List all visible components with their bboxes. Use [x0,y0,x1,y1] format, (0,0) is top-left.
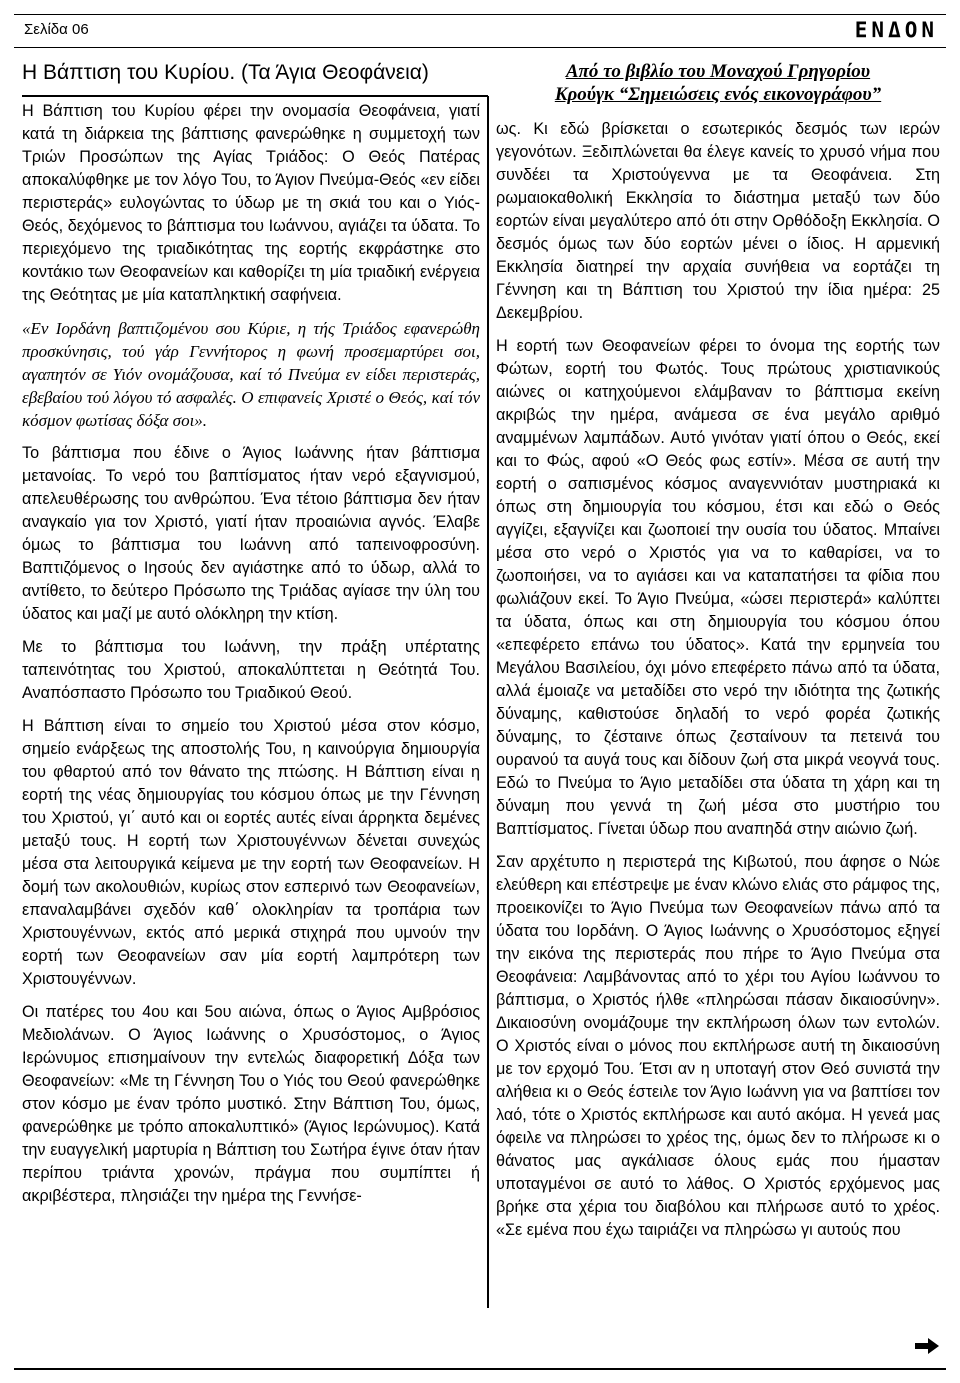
paragraph: Η Βάπτιση είναι το σημείο του Χριστού μέσα στον κόσμο, σημείο ενάρξεως της αποστολής Του, η καινούργια δημιουργία του φθαρτού από τον θάνατο της πτώσης. Η Βάπτιση είναι η εορτή της νέας δημιουργίας του κόσμου όπως με την Γέννηση του Χριστού, γι΄ αυτό και οι εορτές αυτές είναι άρρηκτα δεμένες μεταξύ τους. Η εορτή των Χριστουγέννων δένεται συνεχώς μέσα στα λειτουργικά κείμενα με την εορτή των Θεοφανείων. Η δομή των ακολουθιών, κυρίως στον εσπερινό των Θεοφανείων, επαναλαμβάνει σχεδόν καθ΄ ολοκληρίαν τα τροπάρια των Χριστουγέννων, εκτός από μερικά στιχηρά που υμνούν την εορτή των Θεοφανείων σαν μία εορτή λαμπρότερη των Χριστουγέννων. [22,717,480,988]
page-number: Σελίδα 06 [24,21,89,38]
source-subtitle [496,60,940,106]
article-title: Η Βάπτιση του Κυρίου. (Τα Άγια Θεοφάνεια) [22,61,429,84]
subtitle-line: Κρούγκ “Σημειώσεις ενός εικονογράφου” [554,84,882,105]
paragraph: Με το βάπτισμα του Ιωάννη, την πράξη υπέρτατης ταπεινότητας του Χριστού, αποκαλύπτεται η Θεότητά Του. Αναπόσπαστο Πρόσωπο του Τριαδικού Θεού. [22,638,480,702]
paragraph: Η Βάπτιση του Κυρίου φέρει την ονομασία Θεοφάνεια, γιατί κατά τη διάρκεια της βάπτισης φανερώθηκε η συμμετοχή των Τριών Προσώπων της Αγίας Τριάδος: Ο Θεός Πατέρας αποκαλύφθηκε με τον λόγο Του, το Άγιον Πνεύμα-Θεός «εν είδει περιστεράς» ευλογώντας το ύδωρ με τη σκιά του και ο Υιός-Θεός, δεχόμενος το βάπτισμα του Ιωάννου, αγιάζει τα ύδατα. Το περιεχόμενο της τριαδικότητας της εορτής εκφράστηκε στο κοντάκιο των Θεοφανείων και καθορίζει τη μία τριαδική ενέργεια της Θεότητας με μία καταπληκτική σαφήνεια. [22,102,480,304]
page-header [14,14,946,48]
paragraph: Σαν αρχέτυπο η περιστερά της Κιβωτού, που άφησε ο Νώε ελεύθερη και επέστρεψε με έναν κλώνο ελιάς στο ράμφος της, προεικονίζει το Άγιο Πνεύμα των Θεοφανείων πάνω από τα ύδατα του Ιορδάνη. Ο Άγιος Ιωάννης ο Χρυσόστομος εξηγεί την εικόνα της περιστεράς που πήρε το Άγιο Πνεύμα στα Θεοφάνεια: Λαμβάνοντας από το χέρι του Αγίου Ιωάννου το βάπτισμα, ο Χριστός ήλθε «πληρώσαι πάσαν δικαιοσύνην». Δικαιοσύνη ονομάζουμε την εκπλήρωση όλων των εντολών. Ο Χριστός είναι ο μόνος που εκπλήρωσε αυτή τη δικαιοσύνη με τον ερχομό Του. Έτσι αν η υποταγή στον Θεό συνιστά την αλήθεια κι ο Θεός έστειλε τον Άγιο Ιωάννη για να βαπτίσει τον λαό, τότε ο Χριστός εκπλήρωσε και αυτό ακόμα. Η γενεά μας όφειλε να πληρώσει το χρέος της, όμως δεν το πλήρωσε κι ο θάνατος μας αγκάλιασε όλους εμάς που ήμασταν υποταγμένοι σε αυτό το λάθος. Ο Χριστός ερχόμενος μας βρήκε στα χέρια του διαβόλου και πλήρωσε αυτό το χρέος. «Σε εμένα που έχω ταιριάζει να πληρώσω γι αυτούς που [496,853,940,1239]
paragraph: Η εορτή των Θεοφανείων φέρει το όνομα της εορτής των Φώτων, εορτή του Φωτός. Τους πρώτους χριστιανικούς αιώνες οι κατηχούμενοι ελάμβαναν το βάπτισμα εκείνη ακριβώς την ημέρα, ανάμεσα σε ένα μεγάλο αριθμό αναμμένων λαμπάδων. Αυτό γινόταν γιατί όπου ο Θεός, εκεί και το Φώς, αφού «Ο Θεός φως εστίν». Μέσα σε αυτή την εορτή ο σαπισμένος κόσμος αναγεννιόταν μυστηριακά κι όπως στη δημιουργία του κόσμου, έτσι και εδώ ο Θεός αγγίζει, εξαγνίζει και ζωοποιεί την ουσία του ύδατος. Μπαίνει μέσα στο νερό ο Χριστός για να το καθαρίσει, να το ζωοποιήσει, να το αγιάσει και να καταπατήσει τα φίδια που φωλιάζουν εκεί. Το Άγιο Πνεύμα, «ώσει περιστερά» καλύπτει τα ύδατα, όπως και στη δημιουργία του κόσμου όπου «επεφέρετο επάνω του ύδατος». Κατά την ερμηνεία του Μεγάλου Βασιλείου, όχι μόνο επεφέρετο πάνω από τα ύδατα, αλλά έμοιαζε να μεταδίδει στο νερό την ιδιότητα της ζωτικής δύναμης, καθιστούσε δηλαδή το νερό φορέα ζωτικής δύναμης, το ζέσταινε όπως ζεσταίνουν τα πετεινά του ουρανού τα αυγά τους και δίδουν ζωή στα μικρά νεογνά τους. Εδώ το Πνεύμα το Άγιο μεταδίδει στα ύδατα τη χάρη και τη δύναμη που γεννά τη ζωή μέσα στο μυστήριο του Βαπτίσματος. Γίνεται ύδωρ που αναπηδά στην αιώνιο ζωή. [496,337,940,838]
bottom-rule [14,1368,946,1370]
arrow-right-icon [914,1336,940,1356]
masthead-logo: ΕΝΔΟΝ [854,18,938,42]
right-column [496,60,940,1252]
paragraph: ως. Κι εδώ βρίσκεται ο εσωτερικός δεσμός των ιερών γεγονότων. Ξεδιπλώνεται θα έλεγε κανείς το χρυσό νήμα που συνδέει τα Χριστούγεννα με τα Θεοφάνεια. Στη ρωμαιοκαθολική Εκκλησία το διάστημα μεταξύ των δύο εορτών είναι μεγαλύτερο από ότι στην Ορθόδοξη Εκκλησία. Ο δεσμός όμως των δύο εορτών μένει ο ίδιος. Η αρμενική Εκκλησία διατηρεί την αρχαία συνήθεια να εορτάζει τη Γέννηση και τη Βάπτιση του Χριστού την ίδια ημέρα: 25 Δεκεμβρίου. [496,120,940,322]
paragraph: Το βάπτισμα που έδινε ο Άγιος Ιωάννης ήταν βάπτισμα μετανοίας. Το νερό του βαπτίσματος ήταν νερό εξαγνισμού, απελευθέρωσης του ανθρώπου. Ένα τέτοιο βάπτισμα δεν ήταν αναγκαίο για τον Χριστό, γιατί ήταν προαιώνια αγνός. Έλαβε όμως το βάπτισμα του Ιωάννη από ταπεινοφροσύνη. Βαπτιζόμενος ο Ιησούς δεν αγιάστηκε από το ύδωρ, αλλά το αντίθετο, το δεύτερο Πρόσωπο της Τριάδας αγίασε την ύλη του ύδατος και μαζί με αυτό ολόκληρη την κτίση. [22,444,480,623]
subtitle-line: Από το βιβλίο του Μοναχού Γρηγορίου [565,61,871,82]
left-column [22,60,480,1218]
paragraph: Οι πατέρες του 4ου και 5ου αιώνα, όπως ο Άγιος Αμβρόσιος Μεδιολάνων. Ο Άγιος Ιωάννης ο Χρυσόστομος, ο Άγιος Ιερώνυμος επισημαίνουν την εντελώς διαφορετική Δόξα των Θεοφανείων: «Με τη Γέννηση Του ο Υιός του Θεού φανερώθηκε στον κόσμο με έναν τρόπο μυστικό. Στην Βάπτιση Του, όμως, φανερώθηκε με τρόπο αποκαλυπτικό» (Άγιος Ιερώνυμος). Κατά την ευαγγελική μαρτυρία η Βάπτιση του Σωτήρα έγινε όταν ήταν περίπου τριάντα χρονών, πράγμα που συμπίπτει ή ακριβέστερα, πλησιάζει την ημέρα της Γεννήσε- [22,1003,480,1205]
quote-paragraph: «Εν Ιορδάνη βαπτιζομένου σου Κύριε, η τής Τριάδος εφανερώθη προσκύνησις, τού γάρ Γεννήτορος η φωνή προσεμαρτύρει σοι, αγαπητόν σε Υιόν ονομάζουσα, καί τό Πνεύμα εν είδει περιστεράς, εβεβαίου τού λόγου τό ασφαλές. Ο επιφανείς Χριστέ ο Θεός, καί τόν κόσμον φωτίσας δόξα σοι». [22,319,480,430]
column-divider [487,96,489,1308]
